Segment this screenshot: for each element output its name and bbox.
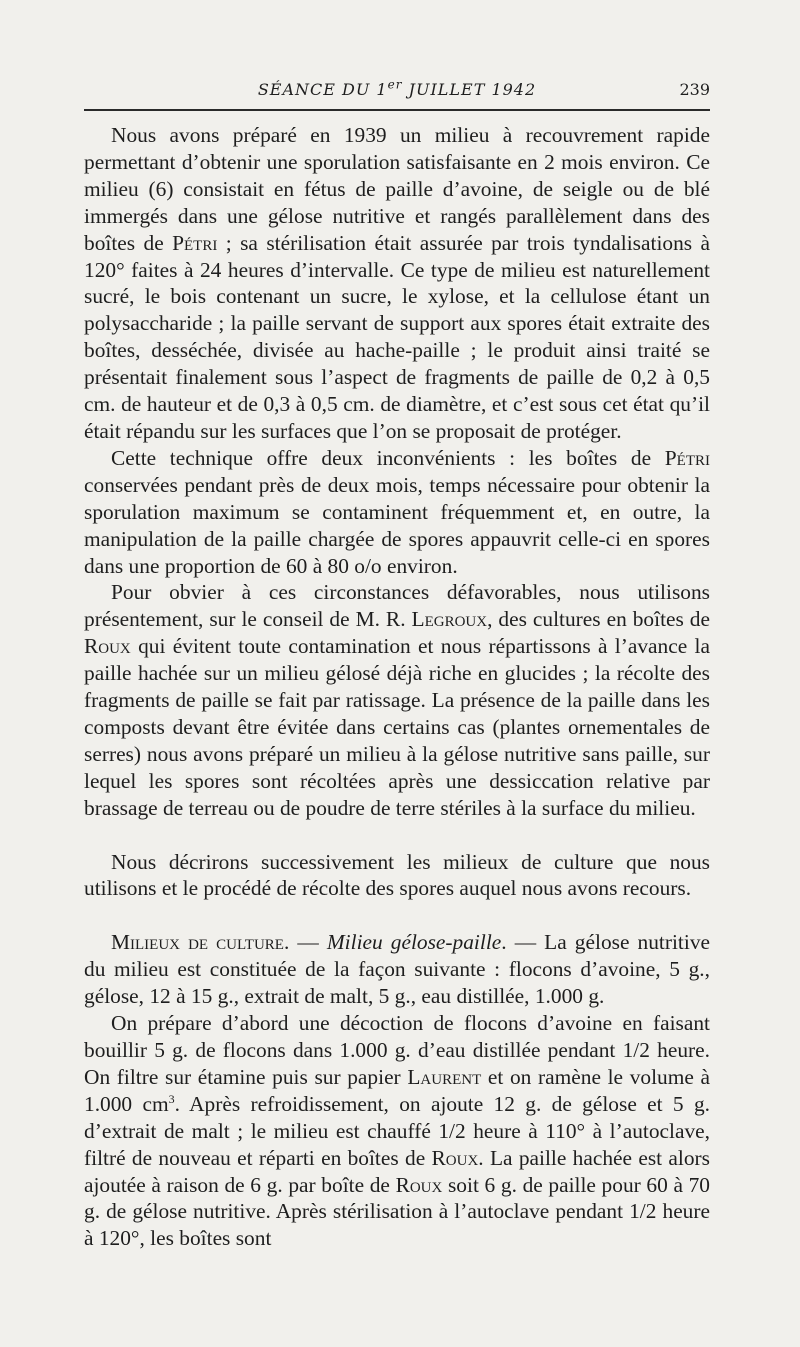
running-title: SÉANCE DU 1er JUILLET 1942	[257, 77, 537, 99]
running-header	[84, 78, 710, 108]
paragraph-2: Cette technique offre deux inconvénients : les boîtes de Pétri conservées pendant près de deux mois, temps nécessaire pour obtenir la sporulation maximum se contaminent fréquemment et, en outre, la manipulation de la paille chargée de spores appauvrit celle-ci en spores dans une proportion de 60 à 80 o/o environ.	[84, 445, 710, 578]
header-rule	[84, 109, 710, 111]
paragraph-1: Nous avons préparé en 1939 un milieu à recouvrement rapide permettant d’obtenir une sporulation satisfaisante en 2 mois environ. Ce milieu (6) consistait en fétus de paille d’avoine, de seigle ou de blé immergés dans une gélose nutritive et rangés parallèlement dans des boîtes de Pétri ; sa stérilisation était assurée par trois tyndalisations à 120° faites à 24 heures d’intervalle. Ce type de milieu est naturellement sucré, le bois contenant un sucre, le xylose, et la cellulose étant un polysaccharide ; la paille servant de support aux spores était extraite des boîtes, desséchée, divisée au hache-paille ; le produit ainsi traité se présentait finalement sous l’aspect de fragments de paille de 0,2 à 0,5 cm. de hauteur et de 0,3 à 0,5 cm. de diamètre, et c’est sous cet état qu’il était répandu sur les surfaces que l’on se proposait de protéger.	[84, 123, 710, 443]
paragraph-3: Pour obvier à ces circonstances défavorables, nous utilisons présentement, sur le conseil de M. R. Legroux, des cultures en boîtes de Roux qui évitent toute contamination et nous répartissons à l’avance la paille hachée sur un milieu gélosé déjà riche en glucides ; la récolte des fragments de paille se fait par ratissage. La présence de la paille dans les composts devant être évitée dans certains cas (plantes ornementales de serres) nous avons préparé un milieu à la gélose nutritive sans paille, sur lequel les spores sont récoltées après une dessiccation relative par brassage de terreau ou de poudre de terre stériles à la surface du milieu.	[84, 580, 710, 820]
paragraph-6: On prépare d’abord une décoction de flocons d’avoine en faisant bouillir 5 g. de flocons dans 1.000 g. d’eau distillée pendant 1/2 heure. On filtre sur étamine puis sur papier Laurent et on ramène le volume à 1.000 $cm^3$. Après refroidissement, on ajoute 12 g. de gélose et 5 g. d’extrait de malt ; le milieu est chauffé 1/2 heure à 110° à l’autoclave, filtré de nouveau et réparti en boîtes de Roux. La paille hachée est alors ajoutée à raison de 6 g. par boîte de Roux soit 6 g. de paille pour 60 à 70 g. de gélose nutritive. Après stérilisation à l’autoclave pendant 1/2 heure à 120°, les boîtes sont	[84, 1011, 711, 1251]
paragraph-5: Milieux de culture. — Milieu gélose-paille. — La gélose nutritive du milieu est constituée de la façon suivante : flocons d’avoine, 5 g., gélose, 12 à 15 g., extrait de malt, 5 g., eau distillée, 1.000 g.	[84, 930, 711, 1009]
paragraph-4: Nous décrirons successivement les milieux de culture que nous utilisons et le procédé de récolte des spores auquel nous avons recours.	[84, 849, 710, 901]
page-number: 239	[679, 80, 710, 99]
body-text	[84, 122, 710, 1252]
